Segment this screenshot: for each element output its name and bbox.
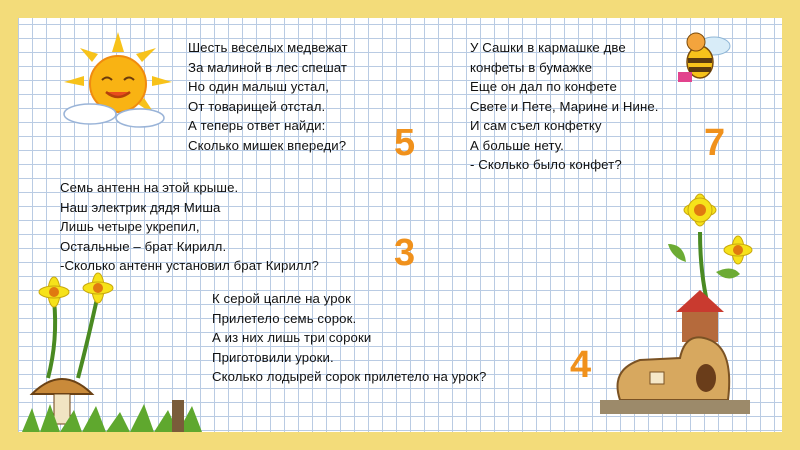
mushroom-illustration — [22, 360, 202, 432]
poem-antennas — [60, 178, 319, 276]
poem-line: А теперь ответ найди: — [188, 118, 326, 133]
poem-line: Еще он дал по конфете — [470, 79, 617, 94]
poem-line: Остальные – брат Кирилл. — [60, 238, 227, 254]
answer-magpies: 4 — [570, 344, 592, 386]
answer-antennas: 3 — [394, 232, 416, 274]
poem-line: Лишь четыре укрепил, — [60, 219, 200, 234]
poem-bears — [188, 38, 348, 155]
poem-candies — [470, 38, 659, 175]
poem-line: И сам съел конфетку — [470, 118, 602, 133]
poem-line: конфеты в бумажке — [470, 59, 593, 75]
poem-line: От товарищей отстал. — [188, 98, 326, 114]
bee-illustration — [672, 28, 738, 86]
sun-illustration — [58, 30, 178, 130]
poem-line: Наш электрик дядя Миша — [60, 199, 221, 215]
answer-candies: 7 — [704, 122, 726, 164]
answer-bears: 5 — [394, 122, 416, 164]
poem-magpies — [212, 289, 486, 387]
poem-line: Шесть веселых медвежат — [188, 40, 348, 55]
poem-line: Приготовили уроки. — [212, 349, 334, 365]
poem-line: Прилетело семь сорок. — [212, 310, 357, 326]
poem-line: Сколько мишек впереди? — [188, 137, 347, 153]
poem-line: За малиной в лес спешат — [188, 59, 348, 75]
poem-line: Сколько лодырей сорок прилетело на урок? — [212, 369, 487, 384]
poem-line: У Сашки в кармашке две — [470, 40, 626, 55]
poem-line: - Сколько было конфет? — [470, 157, 622, 172]
poem-line: А из них лишь три сороки — [212, 330, 372, 345]
poem-line: А больше нету. — [470, 137, 564, 153]
poem-line: Свете и Пете, Марине и Нине. — [470, 98, 659, 114]
poem-line: Семь антенн на этой крыше. — [60, 180, 239, 195]
shoe-house-illustration — [600, 280, 750, 420]
poem-line: К серой цапле на урок — [212, 291, 351, 306]
poem-line: -Сколько антенн установил брат Кирилл? — [60, 258, 319, 273]
poem-line: Но один малыш устал, — [188, 79, 330, 94]
